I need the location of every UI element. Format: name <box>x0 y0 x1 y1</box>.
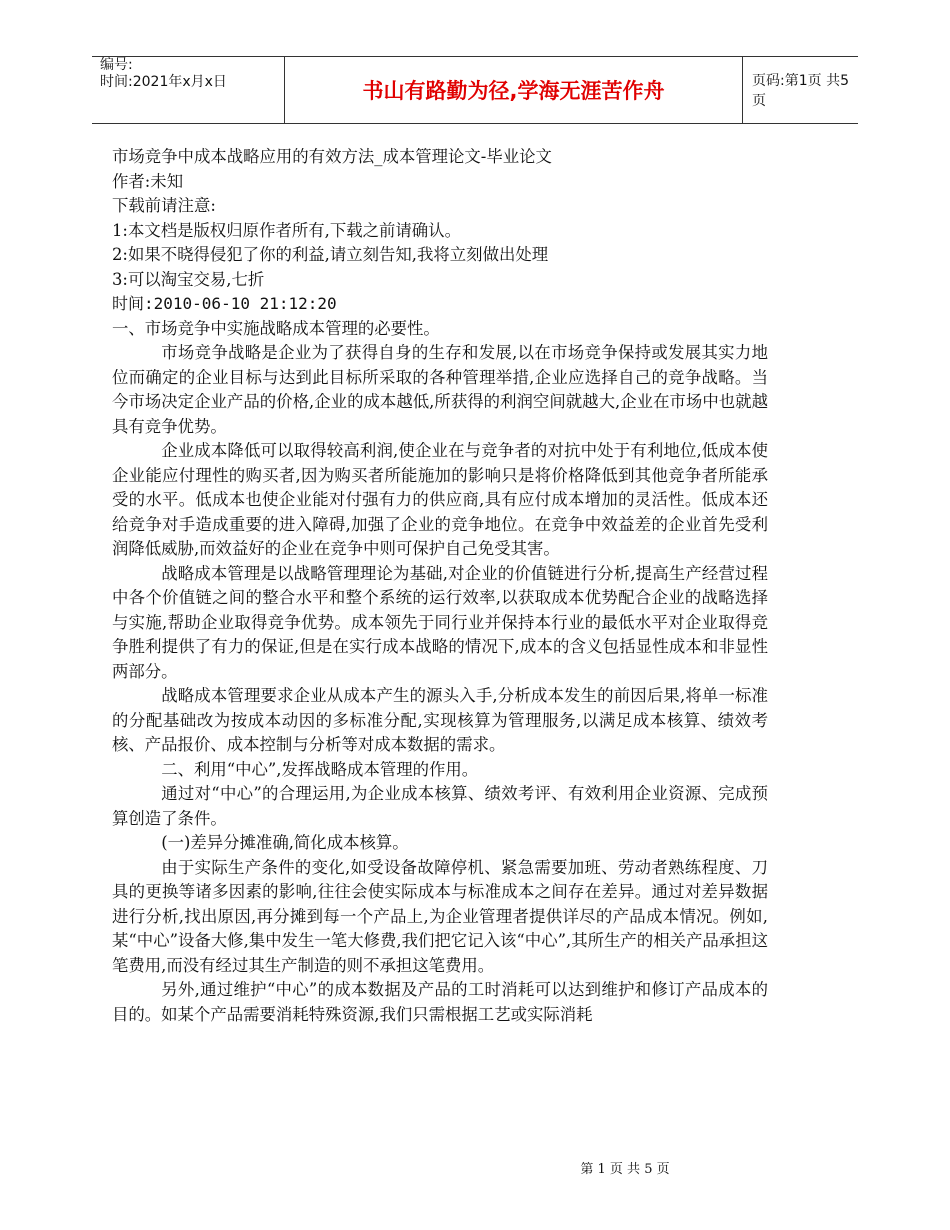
motto-banner: 书山有路勤为径,学海无涯苦作舟 <box>284 57 743 123</box>
doc-author: 作者:未知 <box>112 171 184 191</box>
page-header <box>92 56 858 124</box>
paragraph-7: 另外,通过维护“中心”的成本数据及产品的工时消耗可以达到维护和修订产品成本的目的。如某个产品需要消耗特殊资源,我们只需根据工艺或实际消耗 <box>112 980 768 1024</box>
doc-timestamp: 时间:2010-06-10 21:12:20 <box>112 294 337 313</box>
page-info: 页码:第1页 共5页 <box>752 73 849 109</box>
page-footer: 第 1 页 共 5 页 <box>580 1162 670 1177</box>
paragraph-3: 战略成本管理是以战略管理理论为基础,对企业的价值链进行分析,提高生产经营过程中各个价值链之间的整合水平和整个系统的运行效率,以获取成本优势配合企业的战略选择与实施,帮助企业取得竞争优势。成本领先于同行业并保持本行业的最低水平对企业取得竞争胜利提供了有力的保证,但是在实行成本战略的情况下,成本的含义包括显性成本和非显性两部分。 <box>112 563 768 681</box>
subsection-heading-1: (一)差异分摊准确,简化成本核算。 <box>161 833 409 852</box>
paragraph-5: 通过对“中心”的合理运用,为企业成本核算、绩效考评、有效利用企业资源、完成预算创造了条件。 <box>112 784 768 828</box>
download-notice: 下载前请注意: <box>112 196 216 215</box>
header-left-cell <box>92 57 284 123</box>
paragraph-6: 由于实际生产条件的变化,如受设备故障停机、紧急需要加班、劳动者熟练程度、刀具的更换等诸多因素的影响,往往会使实际成本与标准成本之间存在差异。通过对差异数据进行分析,找出原因,再分摊到每一个产品上,为企业管理者提供详尽的产品成本情况。例如,某“中心”设备大修,集中发生一笔大修费,我们把它记入该“中心”,其所生产的相关产品承担这笔费用,而没有经过其生产制造的则不承担这笔费用。 <box>112 857 768 975</box>
document-body <box>112 145 768 1027</box>
doc-title: 市场竞争中成本战略应用的有效方法_成本管理论文-毕业论文 <box>112 147 552 166</box>
number-label: 编号: <box>100 57 133 73</box>
notice-item-1: 1:本文档是版权归原作者所有,下载之前请确认。 <box>112 220 461 240</box>
paragraph-2: 企业成本降低可以取得较高利润,使企业在与竞争者的对抗中处于有利地位,低成本使企业能应付理性的购买者,因为购买者所能施加的影响只是将价格降低到其他竞争者所能承受的水平。低成本也使企业能对付强有力的供应商,具有应付成本增加的灵活性。低成本还给竞争对手造成重要的进入障碍,加强了企业的竞争地位。在竞争中效益差的企业首先受利润降低威胁,而效益好的企业在竞争中则可保护自己免受其害。 <box>112 441 768 558</box>
section-heading-1: 一、市场竞争中实施战略成本管理的必要性。 <box>112 318 440 338</box>
section-heading-2: 二、利用“中心”,发挥战略成本管理的作用。 <box>161 759 479 779</box>
paragraph-4: 战略成本管理要求企业从成本产生的源头入手,分析成本发生的前因后果,将单一标准的分配基础改为按成本动因的多标准分配,实现核算为管理服务,以满足成本核算、绩效考核、产品报价、成本控制与分析等对成本数据的需求。 <box>112 686 768 754</box>
notice-item-3: 3:可以淘宝交易,七折 <box>112 269 265 289</box>
paragraph-1: 市场竞争战略是企业为了获得自身的生存和发展,以在市场竞争保持或发展其实力地位而确定的企业目标与达到此目标所采取的各种管理举措,企业应选择自己的竞争战略。当今市场决定企业产品的价格,企业的成本越低,所获得的利润空间就越大,企业在市场中也就越具有竞争优势。 <box>112 343 768 436</box>
time-label: 时间:2021年x月x日 <box>100 74 227 90</box>
notice-item-2: 2:如果不晓得侵犯了你的利益,请立刻告知,我将立刻做出处理 <box>112 245 549 264</box>
